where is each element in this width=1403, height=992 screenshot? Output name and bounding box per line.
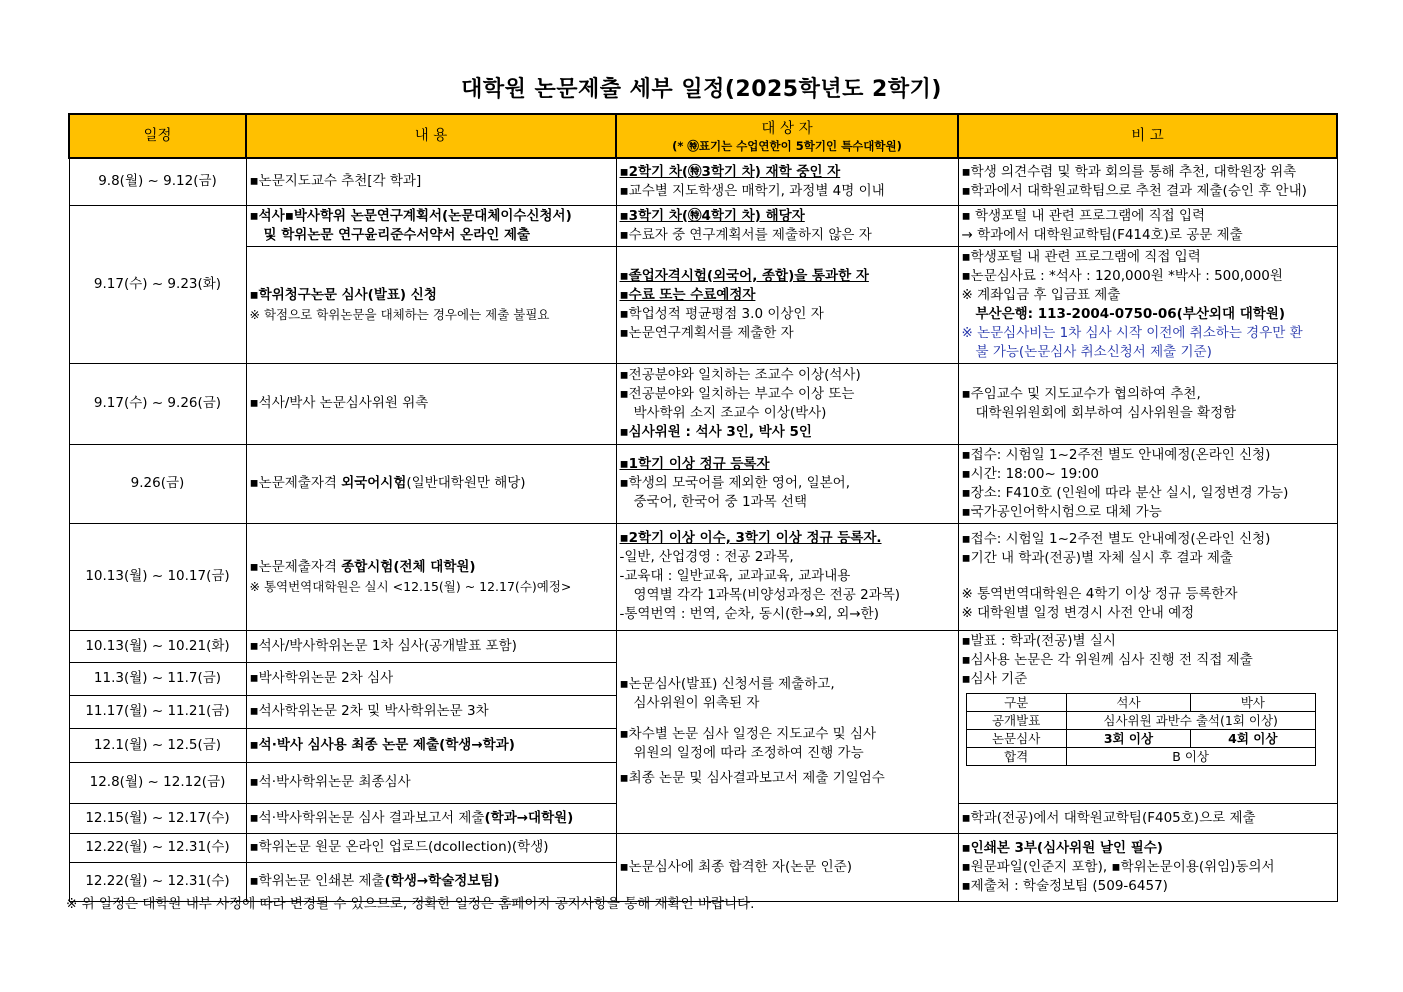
footer-note: ※ 위 일정은 대학원 내부 사정에 따라 변경될 수 있으므로, 정확한 일정은 홈페이지 공지사항을 통해 재확인 바랍니다. [66,896,755,912]
note-line: ▪심사 기준 [961,670,1028,687]
table-row [69,363,1337,444]
content-suffix: (일반대학원만 해당) [406,475,526,491]
table-row [69,833,1337,862]
header-date: 일정 [69,114,246,158]
note-line: ▪장소: F410호 (인원에 따라 분산 실시, 일정변경 가능) [961,484,1289,501]
note-line: ▪학생 의견수렴 및 학과 회의를 통해 추천, 대학원장 위촉 [961,163,1297,180]
schedule-content [246,205,616,246]
target-line: ▪2학기 이상 이수, 3학기 이상 정규 등록자. [619,530,882,546]
content-emphasis: (학생→학술정보팀) [384,873,500,889]
target-line: ▪학업성적 평균평점 3.0 이상인 자 [619,305,824,322]
target-line: ▪1학기 이상 정규 등록자 [619,456,770,472]
table-row [69,630,1337,662]
header-target-label: 대 상 자 [761,120,813,137]
note-line: ▪발표 : 학과(전공)별 실시 [961,632,1116,649]
note-line: ▪주임교수 및 지도교수가 협의하여 추천, [961,385,1201,402]
schedule-target [616,205,958,246]
review-criteria-table [966,693,1316,766]
criteria-label: 논문심사 [966,729,1066,747]
target-line: 영역별 각각 1과목(비양성과정은 전공 2과목) [633,587,901,603]
schedule-content: ▪석사/박사학위논문 1차 심사(공개발표 포함) [246,630,616,662]
target-line: 위원의 일정에 따라 조정하여 진행 가능 [633,745,864,761]
target-line: ▪논문심사(발표) 신청서를 제출하고, [619,676,835,692]
schedule-note [958,444,1337,523]
criteria-header: 석사 [1066,693,1190,711]
content-prefix: ▪석·박사학위논문 심사 결과보고서 제출 [249,809,485,826]
schedule-content: ▪석·박사 심사용 최종 논문 제출(학생→학과) [246,728,616,762]
criteria-value: 심사위원 과반수 출석(1회 이상) [1066,711,1315,729]
note-line: ▪기간 내 학과(전공)별 자체 실시 후 결과 제출 [961,550,1233,566]
target-line: -교육대 : 일반교육, 교과교육, 교과내용 [619,568,851,584]
schedule-date: 11.3(월) ~ 11.7(금) [69,662,246,695]
note-line: ▪제출처 : 학술정보팀 (509-6457) [961,877,1168,894]
target-line: -일반, 산업경영 : 전공 2과목, [619,549,794,565]
criteria-value: 3회 이상 [1066,729,1190,747]
schedule-date: 10.13(월) ~ 10.17(금) [69,523,246,630]
note-line: 불 가능(논문심사 취소신청서 제출 기준) [975,343,1212,360]
content-prefix: ▪논문제출자격 [249,475,342,491]
schedule-content [246,444,616,523]
content-emphasis: 종합시험(전체 대학원) [341,558,476,575]
note-line: ▪심사용 논문은 각 위원께 심사 진행 전 직접 제출 [961,651,1253,668]
schedule-table [68,113,1338,902]
schedule-note [958,523,1337,630]
target-line: ▪3학기 차(㊕4학기 차) 해당자 [619,207,805,224]
target-line: 박사학위 소지 조교수 이상(박사) [633,404,827,421]
criteria-label: 합격 [966,747,1066,765]
note-line: ※ 계좌입금 후 입금표 제출 [961,286,1121,303]
content-note: ※ 학점으로 학위논문을 대체하는 경우에는 제출 불필요 [249,306,550,322]
note-line: 대학원위원회에 회부하여 심사위원을 확정함 [975,404,1237,421]
target-line: -통역번역 : 번역, 순차, 동시(한→외, 외→한) [619,606,879,622]
schedule-content [246,246,616,363]
schedule-note [958,630,1337,803]
table-row [69,205,1337,246]
criteria-value: 4회 이상 [1191,729,1315,747]
content-line: ▪석사▪박사학위 논문연구계획서(논문대체이수신청서) [249,207,572,224]
note-line: ▪국가공인어학시험으로 대체 가능 [961,503,1162,520]
schedule-content: ▪박사학위논문 2차 심사 [246,662,616,695]
schedule-date: 12.8(월) ~ 12.12(금) [69,762,246,803]
content-emphasis: 외국어시험 [341,475,407,491]
schedule-note [958,833,1337,901]
note-line: ※ 대학원별 일정 변경시 사전 안내 예정 [961,605,1195,621]
schedule-target [616,246,958,363]
schedule-target [616,523,958,630]
schedule-date: 10.13(월) ~ 10.21(화) [69,630,246,662]
schedule-date: 9.17(수) ~ 9.26(금) [69,363,246,444]
schedule-note [958,363,1337,444]
note-line: ▪접수: 시험일 1~2주전 별도 안내예정(온라인 신청) [961,446,1271,463]
content-note: ※ 통역번역대학원은 실시 <12.15(월) ~ 12.17(수)예정> [249,578,572,594]
schedule-note [958,205,1337,246]
note-line: ※ 논문심사비는 1차 심사 시작 이전에 취소하는 경우만 환 [961,324,1303,341]
note-line: ▪논문심사료 : *석사 : 120,000원 *박사 : 500,000원 [961,267,1283,284]
target-line: ▪차수별 논문 심사 일정은 지도교수 및 심사 [619,726,877,742]
target-line: 중국어, 한국어 중 1과목 선택 [633,494,807,510]
schedule-target [616,363,958,444]
table-row [69,523,1337,630]
target-line: 심사위원이 위촉된 자 [633,695,760,711]
criteria-label: 공개발표 [966,711,1066,729]
schedule-note [958,246,1337,363]
header-target-sub: (* ㊕표기는 수업연한이 5학기인 특수대학원) [672,138,902,153]
page-title: 대학원 논문제출 세부 일정(2025학년도 2학기) [461,77,942,102]
note-line: ▪인쇄본 3부(심사위원 날인 필수) [961,839,1163,856]
schedule-date: 9.17(수) ~ 9.23(화) [69,205,246,363]
note-line: ▪시간: 18:00~ 19:00 [961,465,1099,482]
content-prefix: ▪학위논문 인쇄본 제출 [249,873,385,889]
target-line: ▪최종 논문 및 심사결과보고서 제출 기일엄수 [619,770,885,786]
note-line: ※ 통역번역대학원은 4학기 이상 정규 등록한자 [961,586,1238,602]
schedule-content [246,523,616,630]
note-line: ▪접수: 시험일 1~2주전 별도 안내예정(온라인 신청) [961,531,1271,547]
content-emphasis: (학과→대학원) [484,809,574,826]
content-prefix: ▪논문제출자격 [249,558,342,575]
note-line: ▪학생포털 내 관련 프로그램에 직접 입력 [961,248,1201,265]
schedule-content: ▪학위논문 원문 온라인 업로드(dcollection)(학생) [246,833,616,862]
bank-account: 부산은행: 113-2004-0750-06(부산외대 대학원) [975,305,1286,322]
content-line: ▪학위청구논문 심사(발표) 신청 [249,286,437,303]
table-row [69,158,1337,205]
header-note: 비 고 [958,114,1337,158]
schedule-target [616,630,958,833]
schedule-date: 12.1(월) ~ 12.5(금) [69,728,246,762]
schedule-content: ▪석사학위논문 2차 및 박사학위논문 3차 [246,695,616,728]
target-line: ▪2학기 차(㊕3학기 차) 재학 중인 자 [619,163,841,180]
criteria-header: 구분 [966,693,1066,711]
target-line: ▪심사위원 : 석사 3인, 박사 5인 [619,423,812,440]
target-line: ▪졸업자격시험(외국어, 종합)을 통과한 자 [619,267,869,284]
schedule-target: ▪논문심사에 최종 합격한 자(논문 인준) [616,833,958,901]
target-line: ▪전공분야와 일치하는 조교수 이상(석사) [619,366,861,383]
schedule-target [616,158,958,205]
schedule-date: 11.17(월) ~ 11.21(금) [69,695,246,728]
schedule-date: 9.8(월) ~ 9.12(금) [69,158,246,205]
note-line: ▪ 학생포털 내 관련 프로그램에 직접 입력 [961,207,1206,224]
target-line: ▪전공분야와 일치하는 부교수 이상 또는 [619,385,855,402]
header-content: 내 용 [246,114,616,158]
table-row [69,444,1337,523]
note-line: ▪학과에서 대학원교학팀으로 추천 결과 제출(승인 후 안내) [961,182,1307,199]
target-line: ▪교수별 지도학생은 매학기, 과정별 4명 이내 [619,182,885,199]
schedule-content: ▪논문지도교수 추천[각 학과] [246,158,616,205]
schedule-date: 12.15(월) ~ 12.17(수) [69,803,246,833]
schedule-date: 12.22(월) ~ 12.31(수) [69,862,246,901]
schedule-content: ▪석·박사학위논문 최종심사 [246,762,616,803]
schedule-note: ▪학과(전공)에서 대학원교학팀(F405호)으로 제출 [958,803,1337,833]
criteria-header: 박사 [1191,693,1315,711]
target-line: ▪학생의 모국어를 제외한 영어, 일본어, [619,475,851,491]
schedule-content: ▪석사/박사 논문심사위원 위촉 [246,363,616,444]
table-row [69,246,1337,363]
schedule-date: 9.26(금) [69,444,246,523]
target-line: ▪수료 또는 수료예정자 [619,286,756,303]
table-header-row [69,114,1337,158]
schedule-date: 12.22(월) ~ 12.31(수) [69,833,246,862]
schedule-content [246,803,616,833]
schedule-target [616,444,958,523]
header-target [616,114,958,158]
content-line: 및 학위논문 연구윤리준수서약서 온라인 제출 [263,226,531,243]
schedule-note [958,158,1337,205]
note-line: → 학과에서 대학원교학팀(F414호)로 공문 제출 [961,226,1243,243]
target-line: ▪논문연구계획서를 제출한 자 [619,324,794,341]
note-line: ▪원문파일(인준지 포함), ▪학위논문이용(위임)동의서 [961,858,1275,875]
criteria-value: B 이상 [1066,747,1315,765]
target-line: ▪수료자 중 연구계획서를 제출하지 않은 자 [619,226,872,243]
